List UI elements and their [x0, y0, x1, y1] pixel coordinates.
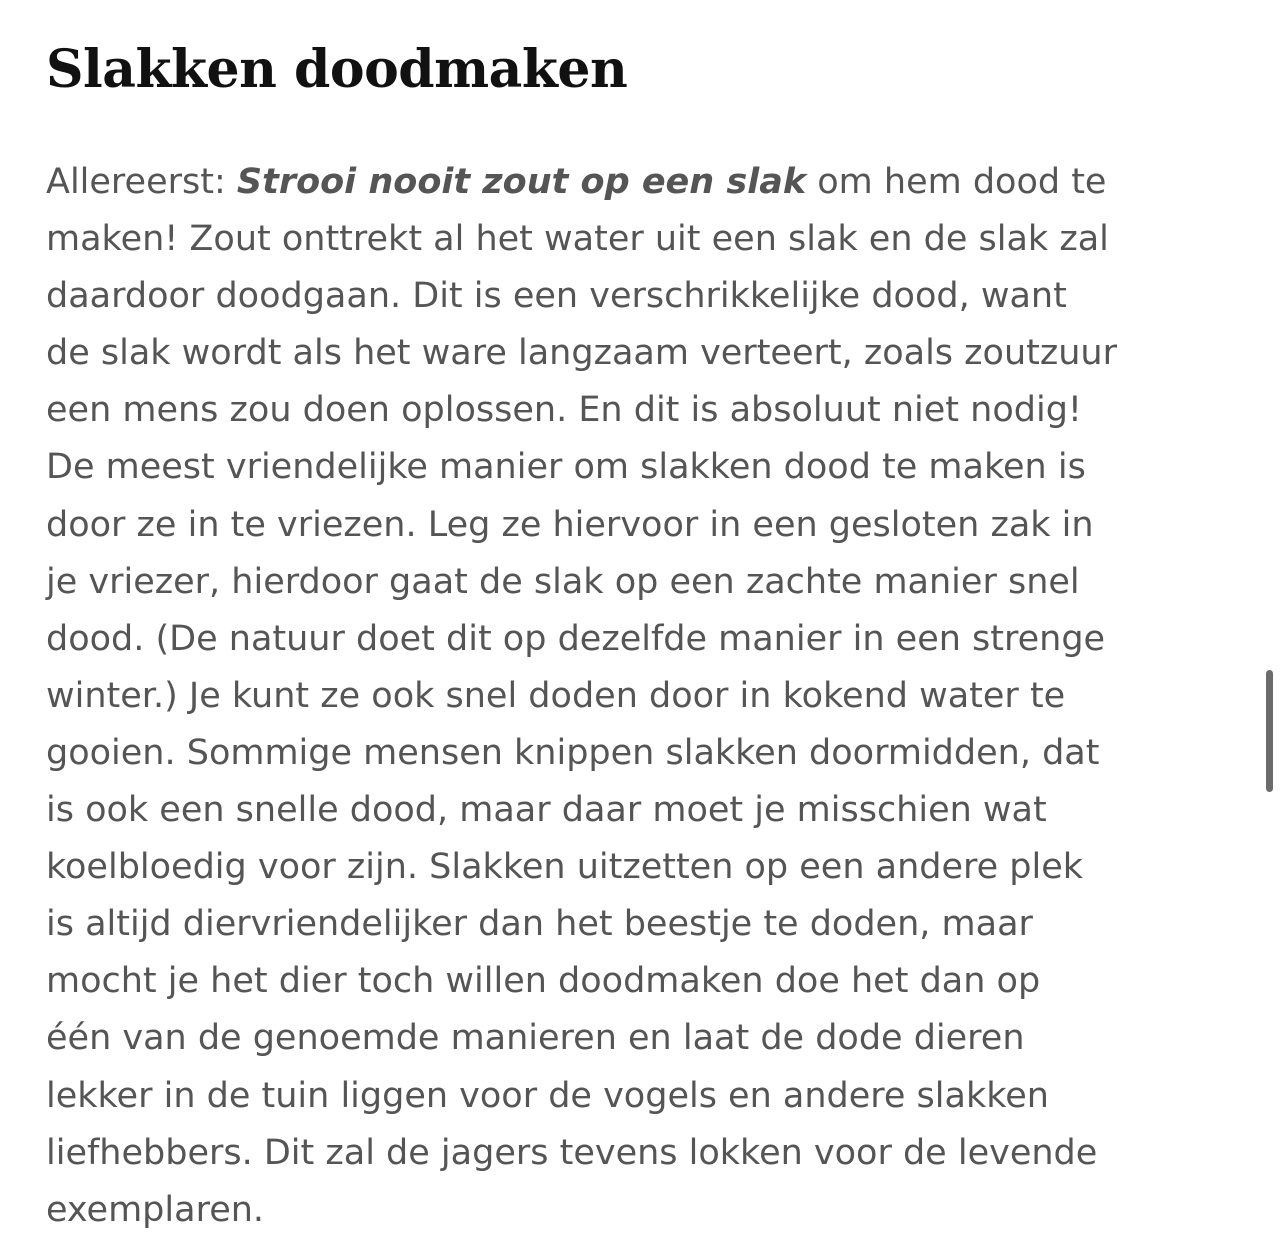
body-line: maken! Zout onttrekt al het water uit een slak en de slak zal — [46, 219, 1109, 260]
body-line: is altijd diervriendelijker dan het beestje te doden, maar — [46, 904, 1033, 945]
body-line: dood. (De natuur doet dit op dezelfde manier in een strenge — [46, 618, 1106, 659]
body-line: winter.) Je kunt ze ook snel doden door in kokend water te — [46, 675, 1066, 716]
body-line-text: om hem dood te — [806, 162, 1107, 202]
body-line: je vriezer, hierdoor gaat de slak op een zachte manier snel — [46, 561, 1080, 602]
intro-text: Allereerst: — [46, 162, 237, 202]
body-line: een mens zou doen oplossen. En dit is absoluut niet nodig! — [46, 390, 1082, 431]
body-line: daardoor doodgaan. Dit is een verschrikkelijke dood, want — [46, 276, 1067, 317]
body-line: door ze in te vriezen. Leg ze hiervoor in een gesloten zak in — [46, 504, 1094, 545]
body-line: één van de genoemde manieren en laat de dode dieren — [46, 1018, 1025, 1059]
body-line: mocht je het dier toch willen doodmaken doe het dan op — [46, 961, 1041, 1002]
article-title: Slakken doodmaken — [46, 39, 628, 100]
body-line: lekker in de tuin liggen voor de vogels en andere slakken — [46, 1075, 1049, 1116]
body-line: de slak wordt als het ware langzaam verteert, zoals zoutzuur — [46, 333, 1117, 374]
body-line: koelbloedig voor zijn. Slakken uitzetten op een andere plek — [46, 847, 1084, 888]
body-line: exemplaren. — [46, 1189, 265, 1230]
body-line: De meest vriendelijke manier om slakken dood te maken is — [46, 447, 1086, 488]
scrollbar-thumb[interactable] — [1266, 670, 1273, 792]
body-line: liefhebbers. Dit zal de jagers tevens lokken voor de levende — [46, 1132, 1098, 1173]
article-body — [46, 154, 1246, 1239]
emphasis-text: Strooi nooit zout op een slak — [236, 162, 807, 202]
body-line — [46, 154, 1246, 211]
article — [46, 0, 1246, 1239]
body-line: gooien. Sommige mensen knippen slakken doormidden, dat — [46, 732, 1100, 773]
body-line: is ook een snelle dood, maar daar moet je misschien wat — [46, 790, 1047, 831]
